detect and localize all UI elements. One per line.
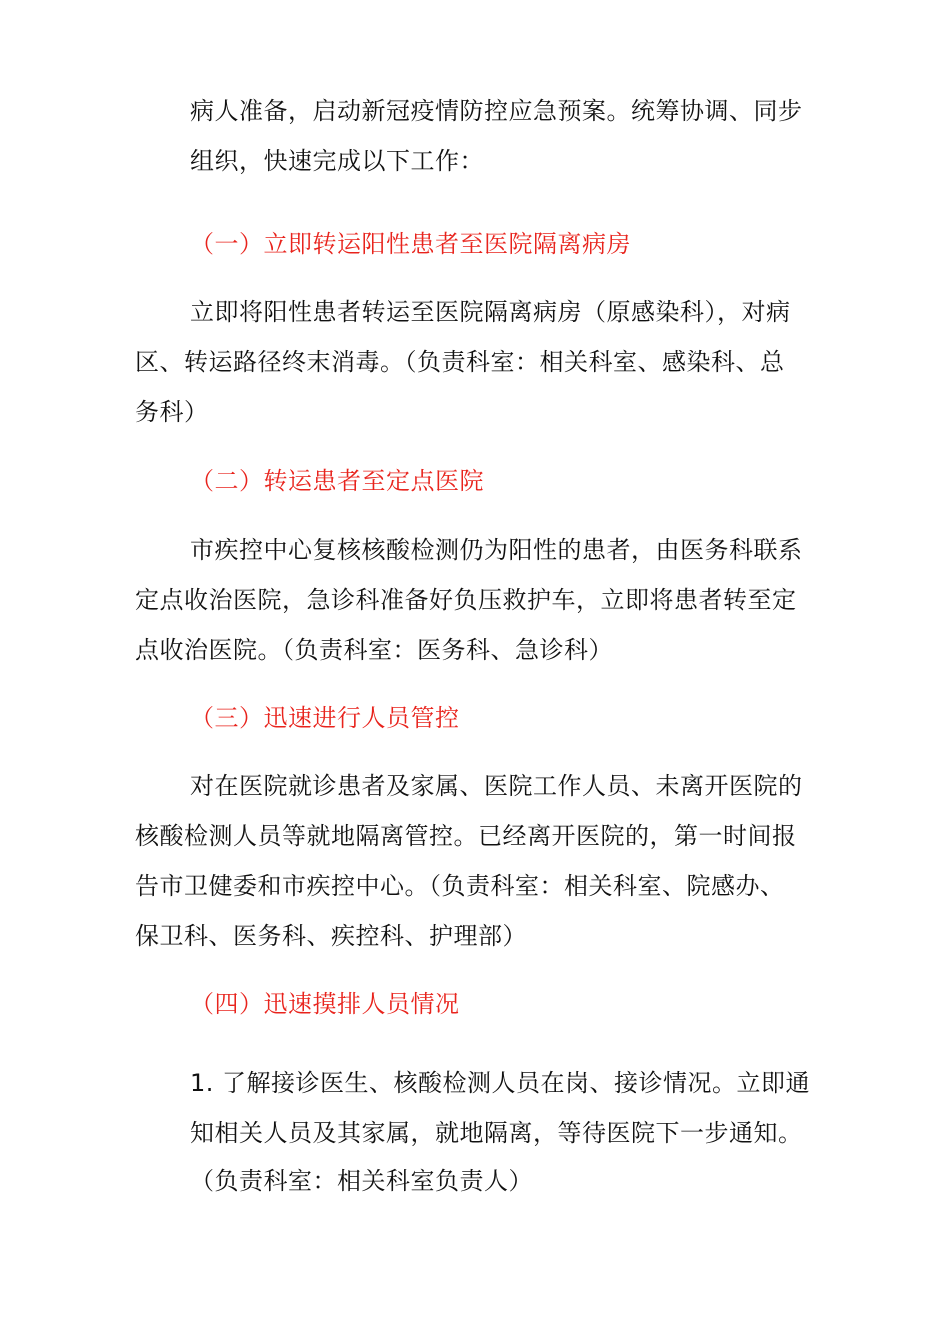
section-3-line-1: 对在医院就诊患者及家属、医院工作人员、未离开医院的	[190, 772, 803, 800]
section-4-line-3: （负责科室：相关科室负责人）	[190, 1167, 533, 1195]
section-1-line-1: 立即将阳性患者转运至医院隔离病房（原感染科），对病	[190, 298, 791, 326]
section-4-line-1: 1. 了解接诊医生、核酸检测人员在岗、接诊情况。立即通	[190, 1069, 811, 1097]
section-1-line-2: 区、转运路径终末消毒。（负责科室：相关科室、感染科、总	[135, 348, 785, 376]
section-1-line-3: 务科）	[135, 398, 209, 426]
section-2-line-1: 市疾控中心复核核酸检测仍为阳性的患者，由医务科联系	[190, 536, 803, 564]
section-heading-1: （一）立即转运阳性患者至医院隔离病房	[190, 230, 631, 258]
intro-line-2: 组织，快速完成以下工作：	[190, 147, 484, 175]
section-heading-2: （二）转运患者至定点医院	[190, 467, 484, 495]
section-3-line-3: 告市卫健委和市疾控中心。（负责科室：相关科室、院感办、	[135, 872, 785, 900]
section-2-line-2: 定点收治医院，急诊科准备好负压救护车，立即将患者转至定	[135, 586, 797, 614]
intro-line-1: 病人准备，启动新冠疫情防控应急预案。统筹协调、同步	[190, 97, 803, 125]
section-2-line-3: 点收治医院。（负责科室：医务科、急诊科）	[135, 636, 613, 664]
section-heading-3: （三）迅速进行人员管控	[190, 704, 460, 732]
section-3-line-2: 核酸检测人员等就地隔离管控。已经离开医院的，第一时间报	[135, 822, 797, 850]
section-heading-4: （四）迅速摸排人员情况	[190, 990, 460, 1018]
section-3-line-4: 保卫科、医务科、疾控科、护理部）	[135, 922, 527, 950]
section-4-line-2: 知相关人员及其家属，就地隔离，等待医院下一步通知。	[190, 1119, 803, 1147]
